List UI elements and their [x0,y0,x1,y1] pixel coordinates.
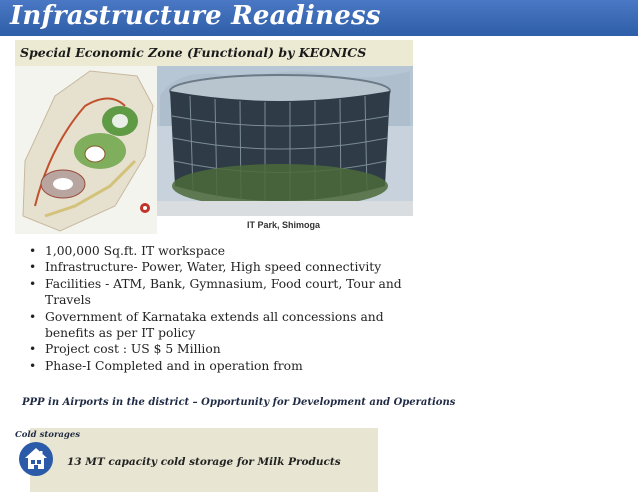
site-plan-image [15,66,157,234]
photo-caption: IT Park, Shimoga [247,220,321,230]
list-item: • Infrastructure- Power, Water, High speed connectivity [27,259,407,275]
cold-storage-text: 13 MT capacity cold storage for Milk Products [67,456,341,468]
list-item: • Facilities - ATM, Bank, Gymnasium, Food court, Tour and Travels [27,276,407,309]
list-item: • Government of Karnataka extends all concessions and benefits as per IT policy [27,309,407,342]
it-park-photo [157,66,413,234]
home-icon [18,441,54,477]
list-item: • Phase-I Completed and in operation from [27,358,407,374]
list-item: • 1,00,000 Sq.ft. IT workspace [27,243,407,259]
sez-heading: Special Economic Zone (Functional) by KEONICS [20,45,367,60]
ppp-airports-heading: PPP in Airports in the district – Opportunity for Development and Operations [22,397,456,408]
page-title: Infrastructure Readiness [10,1,381,31]
sez-images [15,66,413,234]
list-item: • Project cost : US $ 5 Million [27,341,407,357]
cold-storage-label: Cold storages [15,430,81,440]
feature-list [27,243,407,374]
